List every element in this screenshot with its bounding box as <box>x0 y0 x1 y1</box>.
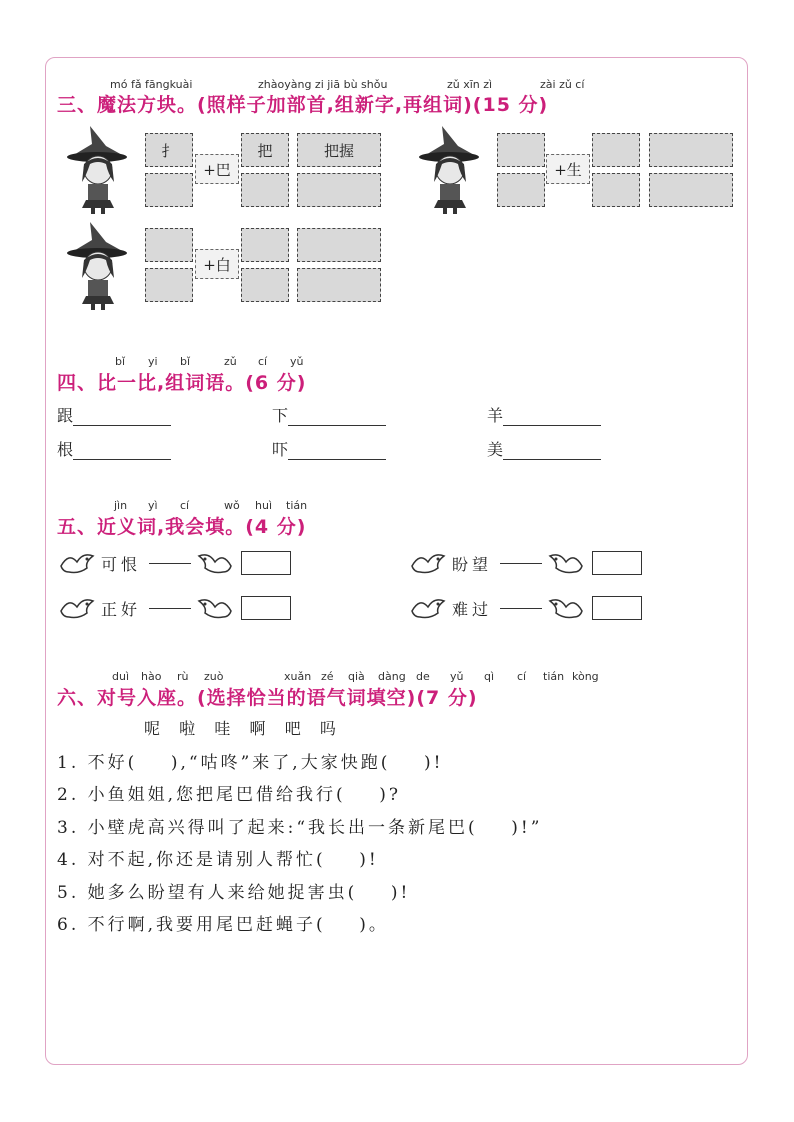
magic-box-character[interactable] <box>241 228 289 262</box>
pinyin-annotation: zé <box>321 670 334 683</box>
magic-box-radical[interactable] <box>145 173 193 207</box>
magic-box-word[interactable] <box>297 268 381 302</box>
pinyin-annotation: huì <box>255 499 272 512</box>
magic-box-character[interactable] <box>592 173 640 207</box>
magic-box-radical[interactable] <box>145 228 193 262</box>
word-blank-row: 下 <box>272 403 386 426</box>
section-heading: 四、比一比,组词语。(6 分) <box>57 372 307 394</box>
pinyin-annotation: cí <box>180 499 190 512</box>
synonym-row: 可恨 <box>57 548 291 578</box>
pinyin-annotation: cí <box>258 355 268 368</box>
word-blank-row: 羊 <box>487 403 601 426</box>
pinyin-annotation: yi <box>148 355 158 368</box>
answer-blank[interactable] <box>503 443 601 460</box>
pinyin-annotation: bǐ <box>115 355 126 368</box>
magic-box-radical[interactable]: 扌 <box>145 133 193 167</box>
answer-blank[interactable] <box>73 409 171 426</box>
bird-icon <box>195 548 235 578</box>
pinyin-annotation: de <box>416 670 430 683</box>
pinyin-annotation: cí <box>517 670 527 683</box>
magic-box-word[interactable] <box>649 173 733 207</box>
bird-icon <box>195 593 235 623</box>
witch-girl-image <box>62 220 132 310</box>
answer-blank[interactable] <box>288 409 386 426</box>
fill-sentence[interactable]: 5. 她多么盼望有人来给她捉害虫( )! <box>57 883 411 903</box>
pinyin-annotation: wǒ <box>224 499 240 512</box>
word-blank-row: 根 <box>57 437 171 460</box>
pinyin-annotation: qià <box>348 670 365 683</box>
magic-box-word[interactable] <box>297 228 381 262</box>
magic-box-radical[interactable] <box>145 268 193 302</box>
magic-box-word[interactable]: 把握 <box>297 133 381 167</box>
witch-girl-image <box>62 124 132 214</box>
pinyin-annotation: mó fǎ fāngkuài <box>110 78 193 91</box>
bird-icon <box>546 593 586 623</box>
bird-icon <box>546 548 586 578</box>
pinyin-annotation: zuò <box>204 670 224 683</box>
bird-icon <box>57 593 97 623</box>
pinyin-annotation: duì <box>112 670 130 683</box>
pinyin-annotation: zǔ xīn zì <box>447 78 493 91</box>
fill-sentence[interactable]: 3. 小壁虎高兴得叫了起来:“我长出一条新尾巴( )!” <box>57 818 543 838</box>
answer-box[interactable] <box>241 596 291 620</box>
magic-box-character[interactable] <box>592 133 640 167</box>
pinyin-annotation: tián <box>286 499 308 512</box>
pinyin-annotation: qì <box>484 670 495 683</box>
magic-box-word[interactable] <box>297 173 381 207</box>
magic-box-radical[interactable] <box>497 133 545 167</box>
answer-blank[interactable] <box>288 443 386 460</box>
fill-sentence[interactable]: 6. 不行啊,我要用尾巴赶蝇子( )。 <box>57 915 389 935</box>
pinyin-annotation: tián <box>543 670 565 683</box>
magic-box-character[interactable] <box>241 173 289 207</box>
pinyin-annotation: xuǎn <box>284 670 312 683</box>
pinyin-annotation: rù <box>177 670 189 683</box>
section-heading: 五、近义词,我会填。(4 分) <box>57 516 307 538</box>
witch-girl-image <box>414 124 484 214</box>
magic-box-base: +生 <box>546 154 590 184</box>
pinyin-annotation: hào <box>141 670 162 683</box>
answer-box[interactable] <box>592 551 642 575</box>
synonym-row: 正好 <box>57 593 291 623</box>
bird-icon <box>57 548 97 578</box>
word-blank-row: 吓 <box>272 437 386 460</box>
magic-box-character[interactable]: 把 <box>241 133 289 167</box>
bird-icon <box>408 548 448 578</box>
magic-box-base: +巴 <box>195 154 239 184</box>
pinyin-annotation: yǔ <box>450 670 464 683</box>
synonym-row: 难过 <box>408 593 642 623</box>
fill-sentence[interactable]: 2. 小鱼姐姐,您把尾巴借给我行( )? <box>57 785 402 805</box>
particle-word-bank: 呢 啦 哇 啊 吧 吗 <box>144 719 339 738</box>
magic-box-word[interactable] <box>649 133 733 167</box>
section-heading: 六、对号入座。(选择恰当的语气词填空)(7 分) <box>57 687 478 709</box>
pinyin-annotation: kòng <box>572 670 599 683</box>
bird-icon <box>408 593 448 623</box>
answer-box[interactable] <box>241 551 291 575</box>
section-heading: 三、魔法方块。(照样子加部首,组新字,再组词)(15 分) <box>57 94 549 116</box>
fill-sentence[interactable]: 4. 对不起,你还是请别人帮忙( )! <box>57 850 379 870</box>
magic-box-radical[interactable] <box>497 173 545 207</box>
pinyin-annotation: zhàoyàng zi jiā bù shǒu <box>258 78 388 91</box>
answer-blank[interactable] <box>73 443 171 460</box>
magic-box-character[interactable] <box>241 268 289 302</box>
pinyin-annotation: zài zǔ cí <box>540 78 585 91</box>
pinyin-annotation: jìn <box>114 499 128 512</box>
pinyin-annotation: zǔ <box>224 355 237 368</box>
pinyin-annotation: yǔ <box>290 355 304 368</box>
magic-box-base: +白 <box>195 249 239 279</box>
answer-blank[interactable] <box>503 409 601 426</box>
word-blank-row: 美 <box>487 437 601 460</box>
fill-sentence[interactable]: 1. 不好( ),“咕咚”来了,大家快跑( )! <box>57 753 444 773</box>
answer-box[interactable] <box>592 596 642 620</box>
synonym-row: 盼望 <box>408 548 642 578</box>
pinyin-annotation: bǐ <box>180 355 191 368</box>
word-blank-row: 跟 <box>57 403 171 426</box>
pinyin-annotation: dàng <box>378 670 406 683</box>
pinyin-annotation: yì <box>148 499 158 512</box>
